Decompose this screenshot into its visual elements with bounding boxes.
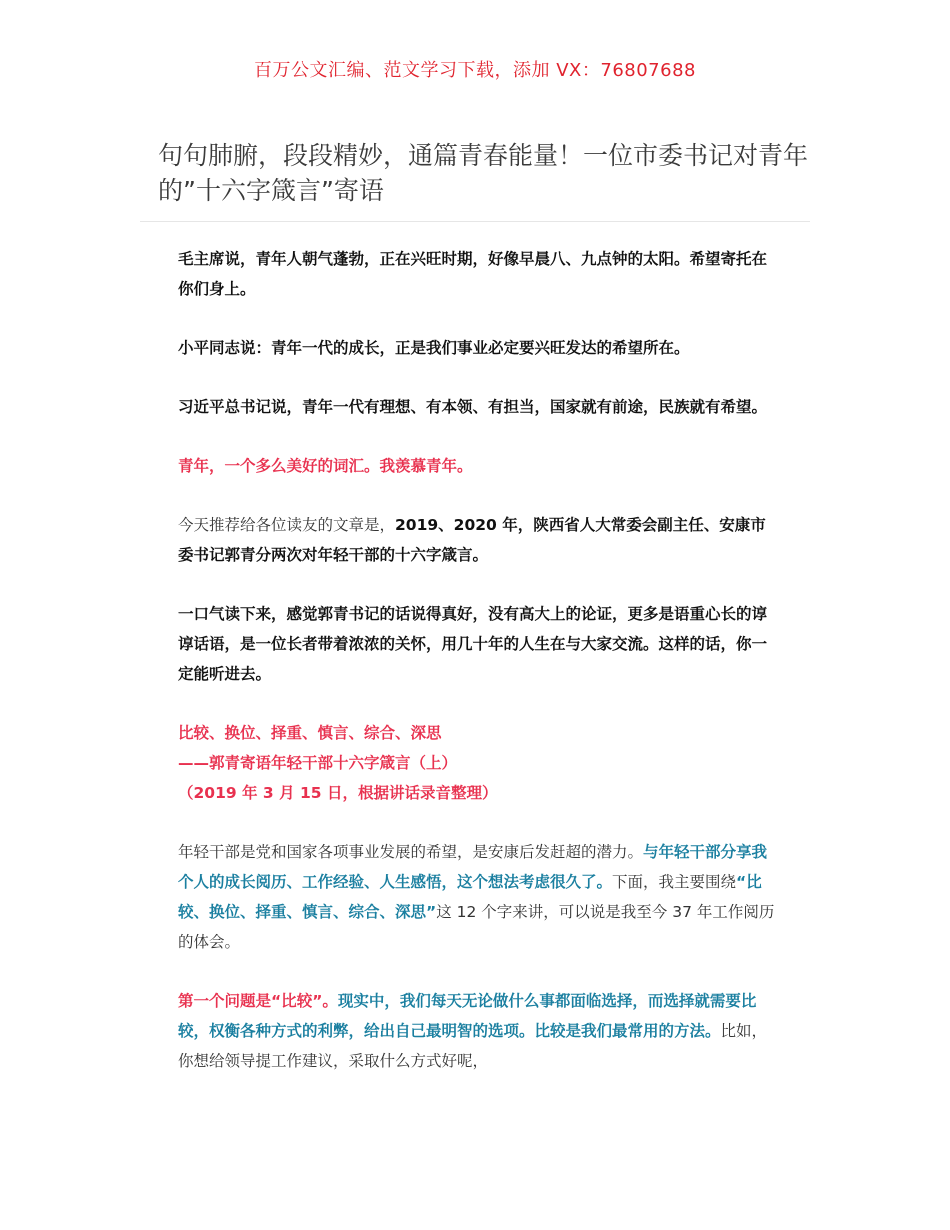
speech-intro-c: 下面，我主要围绕 (612, 873, 737, 891)
article-title: 句句肺腑，段段精妙，通篇青春能量！一位市委书记对青年的”十六字箴言”寄语 (158, 141, 809, 205)
speech-intro-b: 与年轻干部分享我个人的成长阅历、工作经验、人生感悟，这个想法考虑很久了。 (178, 843, 768, 891)
article-body (178, 244, 778, 1105)
download-banner: 百万公文汇编、范文学习下载，添加 VX：76807688 (254, 60, 696, 81)
speech-intro-paragraph (178, 837, 778, 957)
speech-intro-e: 这 12 个字来讲，可以说是我至今 37 年工作阅历的体会。 (178, 903, 775, 951)
youth-statement: 青年，一个多么美好的词汇。我羡慕青年。 (178, 457, 473, 475)
first-issue-paragraph (178, 986, 778, 1076)
first-issue-example: 比如，你想给领导提工作建议，采取什么方式好呢， (178, 1022, 768, 1070)
first-issue-title: 第一个问题是“比较”。 (178, 992, 338, 1010)
quote-mao: 毛主席说，青年人朝气蓬勃，正在兴旺时期，好像早晨八、九点钟的太阳。希望寄托在你们身上。 (178, 250, 768, 298)
section-heading (178, 718, 778, 808)
intro-bold-text: 2019、2020 年，陕西省人大常委会副主任、安康市委书记郭青分两次对年轻干部的十六字箴言。 (178, 516, 766, 564)
speech-intro-a: 年轻干部是党和国家各项事业发展的希望，是安康后发赶超的潜力。 (178, 843, 644, 861)
intro-paragraph (178, 510, 778, 570)
heading-line-2: ——郭青寄语年轻干部十六字箴言（上） (178, 754, 458, 772)
impression-paragraph: 一口气读下来，感觉郭青书记的话说得真好，没有高大上的论证，更多是语重心长的谆谆话语，是一位长者带着浓浓的关怀，用几十年的人生在与大家交流。这样的话，你一定能听进去。 (178, 605, 768, 683)
first-issue-explanation: 现实中，我们每天无论做什么事都面临选择，而选择就需要比较，权衡各种方式的利弊，给出自己最明智的选项。比较是我们最常用的方法。 (178, 992, 757, 1040)
heading-line-3: （2019 年 3 月 15 日，根据讲话录音整理） (178, 784, 498, 802)
speech-intro-keywords: “比较、换位、择重、慎言、综合、深思” (178, 873, 762, 921)
title-divider (140, 221, 810, 222)
quote-xi: 习近平总书记说，青年一代有理想、有本领、有担当，国家就有前途，民族就有希望。 (178, 398, 768, 416)
heading-line-1: 比较、换位、择重、慎言、综合、深思 (178, 724, 442, 742)
quote-deng: 小平同志说：青年一代的成长，正是我们事业必定要兴旺发达的希望所在。 (178, 339, 690, 357)
intro-plain-text: 今天推荐给各位读友的文章是， (178, 516, 396, 534)
